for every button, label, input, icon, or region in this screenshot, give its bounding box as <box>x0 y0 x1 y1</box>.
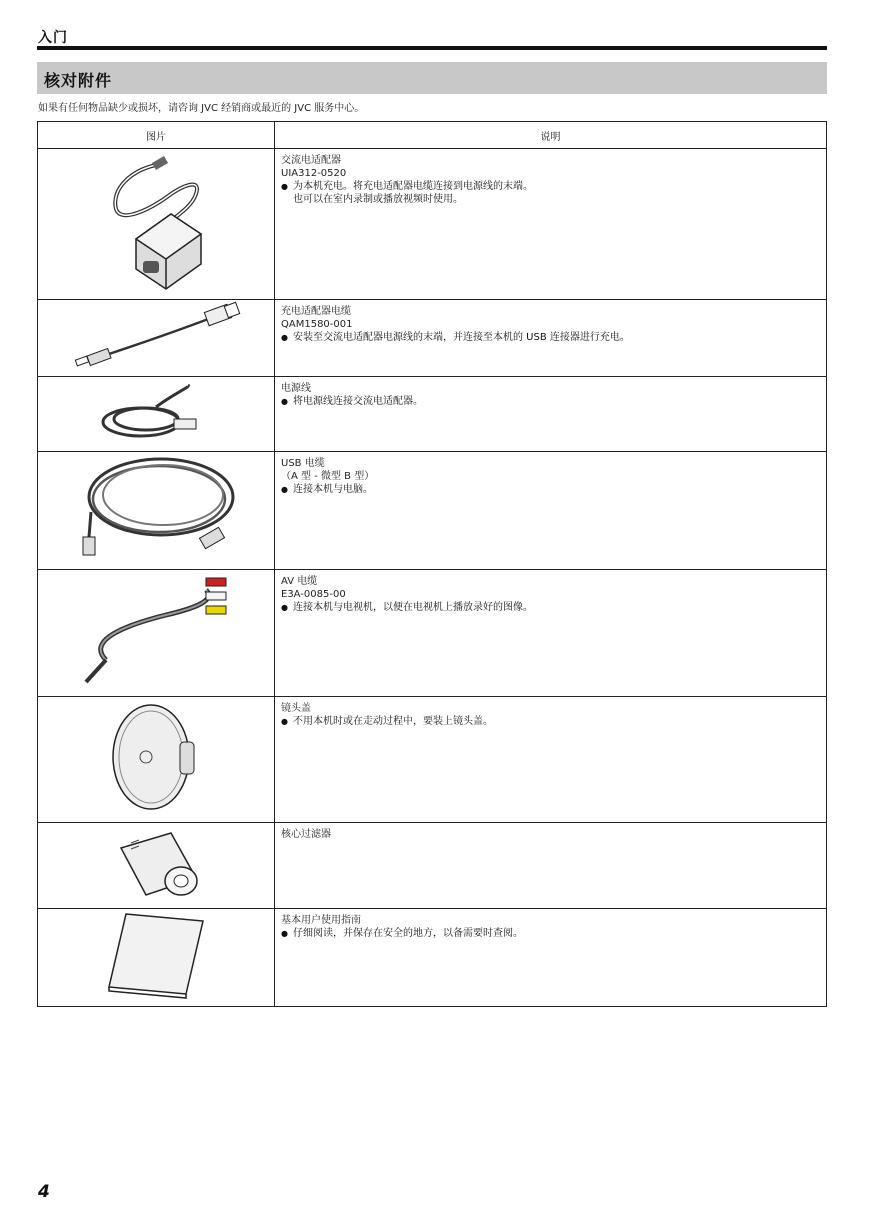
header-rule <box>37 46 827 50</box>
item-name: USB 电缆 <box>281 458 325 469</box>
item-name: 交流电适配器 <box>281 155 341 166</box>
section-heading: 入门 <box>38 30 68 46</box>
picture-cell <box>38 697 275 823</box>
table-row <box>38 452 827 570</box>
description-cell <box>275 149 827 300</box>
lens-cap-icon <box>106 697 206 817</box>
page-number: 4 <box>38 1182 50 1202</box>
item-name: 镜头盖 <box>281 703 311 714</box>
item-model: （A 型 - 微型 B 型） <box>281 471 375 482</box>
power-cord-icon <box>96 377 216 447</box>
col-header-picture: 图片 <box>38 122 275 149</box>
table-row <box>38 697 827 823</box>
picture-cell <box>38 377 275 452</box>
picture-cell <box>38 823 275 909</box>
description-cell <box>275 823 827 909</box>
description-cell <box>275 570 827 697</box>
item-note-continued: 也可以在室内录制或播放视频时使用。 <box>293 194 463 205</box>
table-row <box>38 570 827 697</box>
item-note: ● 连接本机与电脑。 <box>281 483 820 496</box>
table-row <box>38 300 827 377</box>
item-note: ● 为本机充电。将充电适配器电缆连接到电源线的末端。 <box>281 180 820 193</box>
table-row <box>38 823 827 909</box>
item-name: 核心过滤器 <box>281 829 331 840</box>
title-bar <box>37 62 827 94</box>
table-row <box>38 149 827 300</box>
item-name: 充电适配器电缆 <box>281 306 351 317</box>
ac-adapter-icon <box>91 149 221 294</box>
user-guide-icon <box>101 909 211 999</box>
av-cable-icon <box>66 570 246 690</box>
description-cell <box>275 300 827 377</box>
item-note: ● 将电源线连接交流电适配器。 <box>281 395 820 408</box>
charging-cable-icon <box>66 300 246 372</box>
intro-text: 如果有任何物品缺少或损坏，请咨询 JVC 经销商或最近的 JVC 服务中心。 <box>38 103 365 114</box>
item-note: ● 安装至交流电适配器电源线的末端，并连接至本机的 USB 连接器进行充电。 <box>281 331 820 344</box>
item-name: 基本用户使用指南 <box>281 915 361 926</box>
accessories-table <box>37 121 827 1007</box>
item-note: ● 仔细阅读，并保存在安全的地方，以备需要时查阅。 <box>281 927 820 940</box>
core-filter-icon <box>101 823 211 903</box>
table-row <box>38 377 827 452</box>
description-cell <box>275 909 827 1007</box>
usb-cable-icon <box>71 452 241 564</box>
picture-cell <box>38 452 275 570</box>
item-name: 电源线 <box>281 383 311 394</box>
item-note: ● 不用本机时或在走动过程中，要装上镜头盖。 <box>281 715 820 728</box>
picture-cell <box>38 149 275 300</box>
item-model: E3A-0085-00 <box>281 589 346 600</box>
picture-cell <box>38 570 275 697</box>
item-note: ● 连接本机与电视机，以便在电视机上播放录好的图像。 <box>281 601 820 614</box>
table-header-row <box>38 122 827 149</box>
picture-cell <box>38 300 275 377</box>
picture-cell <box>38 909 275 1007</box>
col-header-description: 说明 <box>275 122 827 149</box>
description-cell <box>275 452 827 570</box>
page-title: 核对附件 <box>44 71 113 90</box>
item-name: AV 电缆 <box>281 576 318 587</box>
table-row <box>38 909 827 1007</box>
description-cell <box>275 377 827 452</box>
item-model: QAM1580-001 <box>281 319 353 330</box>
description-cell <box>275 697 827 823</box>
item-model: UIA312-0520 <box>281 168 347 179</box>
